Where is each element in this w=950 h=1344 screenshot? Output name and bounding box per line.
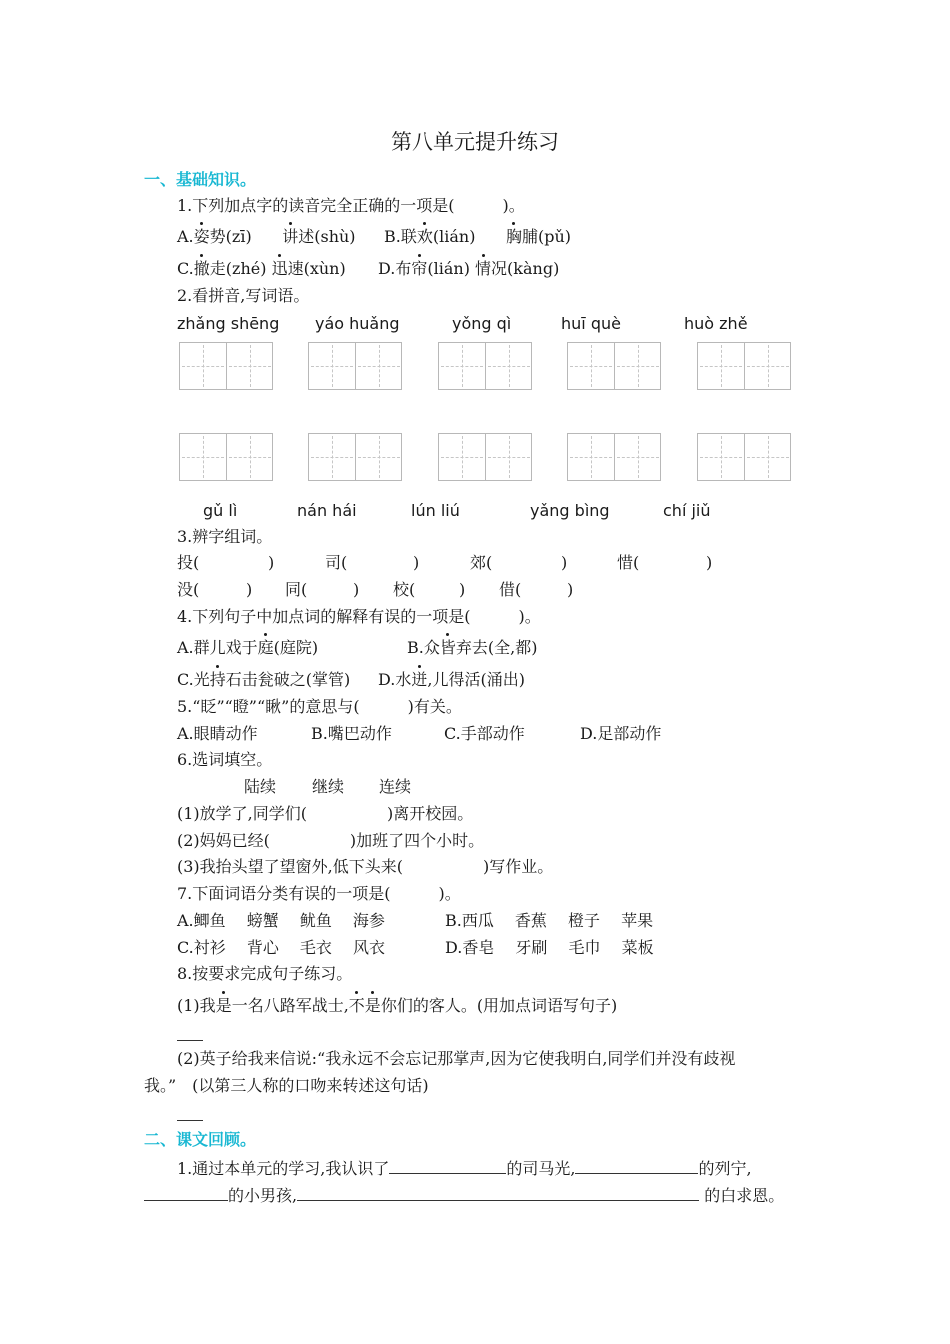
q6-word: 继续 bbox=[312, 777, 345, 796]
q6-word: 连续 bbox=[379, 777, 412, 796]
review-line-2: 的小男孩, 的白求恩。 bbox=[144, 1184, 784, 1206]
writing-grid[interactable] bbox=[438, 433, 532, 481]
writing-grid[interactable] bbox=[697, 342, 791, 390]
q8-sentence-2-cont: 我。” (以第三人称的口吻来转述这句话) bbox=[144, 1076, 429, 1095]
pinyin-label: huī què bbox=[561, 314, 621, 333]
q6-word: 陆续 bbox=[244, 777, 277, 796]
q3-stem: 3.辨字组词。 bbox=[177, 527, 273, 546]
q5-option: C.手部动作 bbox=[444, 724, 525, 743]
q3-item: ) bbox=[459, 580, 466, 599]
page-title: 第八单元提升练习 bbox=[391, 130, 559, 154]
q6-sentence: (3)我抬头望了望窗外,低下头来( )写作业。 bbox=[177, 857, 554, 876]
q3-item: ) bbox=[561, 553, 568, 572]
answer-line[interactable] bbox=[177, 1120, 203, 1121]
q4-option-b: B.众皆弃去(全,都) bbox=[407, 638, 538, 657]
q3-item: ) bbox=[567, 580, 574, 599]
pinyin-label: zhǎng shēng bbox=[177, 314, 280, 333]
writing-grid[interactable] bbox=[438, 342, 532, 390]
review-line-1: 1.通过本单元的学习,我认识了 的司马光, 的列宁, bbox=[177, 1159, 752, 1178]
pinyin-label: lún liú bbox=[411, 501, 460, 520]
q3-item: 同( bbox=[285, 580, 308, 599]
q3-item: 郊( bbox=[470, 553, 493, 572]
writing-grid[interactable] bbox=[567, 342, 661, 390]
q7-option-c: C.衬衫 背心 毛衣 风衣 bbox=[177, 938, 386, 957]
q1-stem: 1.下列加点字的读音完全正确的一项是( )。 bbox=[177, 196, 525, 215]
q3-item: 没( bbox=[177, 580, 200, 599]
pinyin-label: yǒng qì bbox=[452, 314, 512, 333]
q2-stem: 2.看拼音,写词语。 bbox=[177, 286, 310, 305]
q4-option-c: C.光持石击瓮破之(掌管) bbox=[177, 670, 351, 689]
blank-field[interactable] bbox=[575, 1157, 698, 1174]
q5-option: A.眼睛动作 bbox=[177, 724, 258, 743]
pinyin-label: nán hái bbox=[297, 501, 357, 520]
q3-item: 投( bbox=[177, 553, 200, 572]
answer-line[interactable] bbox=[177, 1040, 203, 1041]
q7-option-d: D.香皂 牙刷 毛巾 菜板 bbox=[445, 938, 654, 957]
pinyin-label: huò zhě bbox=[684, 314, 748, 333]
q7-option-a: A.鲫鱼 螃蟹 鱿鱼 海参 bbox=[177, 911, 385, 930]
q8-sentence-2: (2)英子给我来信说:“我永远不会忘记那掌声,因为它使我明白,同学们并没有歧视 bbox=[177, 1049, 736, 1068]
writing-grid[interactable] bbox=[179, 342, 273, 390]
blank-field[interactable] bbox=[144, 1184, 228, 1201]
blank-field[interactable] bbox=[389, 1157, 506, 1174]
q3-item: 惜( bbox=[617, 553, 640, 572]
q3-item: ) bbox=[246, 580, 253, 599]
q7-option-b: B.西瓜 香蕉 橙子 苹果 bbox=[445, 911, 654, 930]
q1-option-d: D.布帘(lián) 情况(kàng) bbox=[378, 259, 560, 278]
writing-grid[interactable] bbox=[567, 433, 661, 481]
q6-stem: 6.选词填空。 bbox=[177, 750, 273, 769]
q1-option-a: A.姿势(zī) 讲述(shù) bbox=[177, 227, 356, 246]
q7-stem: 7.下面词语分类有误的一项是( )。 bbox=[177, 884, 461, 903]
section-heading-basics: 一、基础知识。 bbox=[144, 170, 257, 189]
q3-item: 借( bbox=[499, 580, 522, 599]
writing-grid[interactable] bbox=[308, 342, 402, 390]
q5-stem: 5.“眨”“瞪”“瞅”的意思与( )有关。 bbox=[177, 697, 462, 716]
q3-item: 司( bbox=[325, 553, 348, 572]
section-heading-review: 二、课文回顾。 bbox=[144, 1130, 257, 1149]
pinyin-label: yǎng bìng bbox=[530, 501, 610, 520]
q3-item: ) bbox=[353, 580, 360, 599]
pinyin-label: chí jiǔ bbox=[663, 501, 711, 520]
writing-grid[interactable] bbox=[179, 433, 273, 481]
q3-item: ) bbox=[268, 553, 275, 572]
writing-grid[interactable] bbox=[308, 433, 402, 481]
q6-sentence: (1)放学了,同学们( )离开校园。 bbox=[177, 804, 474, 823]
q8-stem: 8.按要求完成句子练习。 bbox=[177, 964, 353, 983]
q3-item: ) bbox=[706, 553, 713, 572]
q1-option-b: B.联欢(lián) 胸脯(pǔ) bbox=[384, 227, 572, 246]
q5-option: B.嘴巴动作 bbox=[311, 724, 392, 743]
q3-item: 校( bbox=[393, 580, 416, 599]
q6-sentence: (2)妈妈已经( )加班了四个小时。 bbox=[177, 831, 485, 850]
writing-grid[interactable] bbox=[697, 433, 791, 481]
q5-option: D.足部动作 bbox=[580, 724, 662, 743]
q4-stem: 4.下列句子中加点词的解释有误的一项是( )。 bbox=[177, 607, 541, 626]
pinyin-label: gǔ lì bbox=[203, 501, 238, 520]
q4-option-d: D.水迸,儿得活(涌出) bbox=[378, 670, 525, 689]
q4-option-a: A.群儿戏于庭(庭院) bbox=[177, 638, 319, 657]
blank-field[interactable] bbox=[297, 1184, 699, 1201]
q3-item: ) bbox=[413, 553, 420, 572]
q1-option-c: C.撤走(zhé) 迅速(xùn) bbox=[177, 259, 346, 278]
q8-sentence-1: (1)我是一名八路军战士,不是你们的客人。(用加点词语写句子) bbox=[177, 996, 618, 1015]
pinyin-label: yáo huǎng bbox=[315, 314, 400, 333]
